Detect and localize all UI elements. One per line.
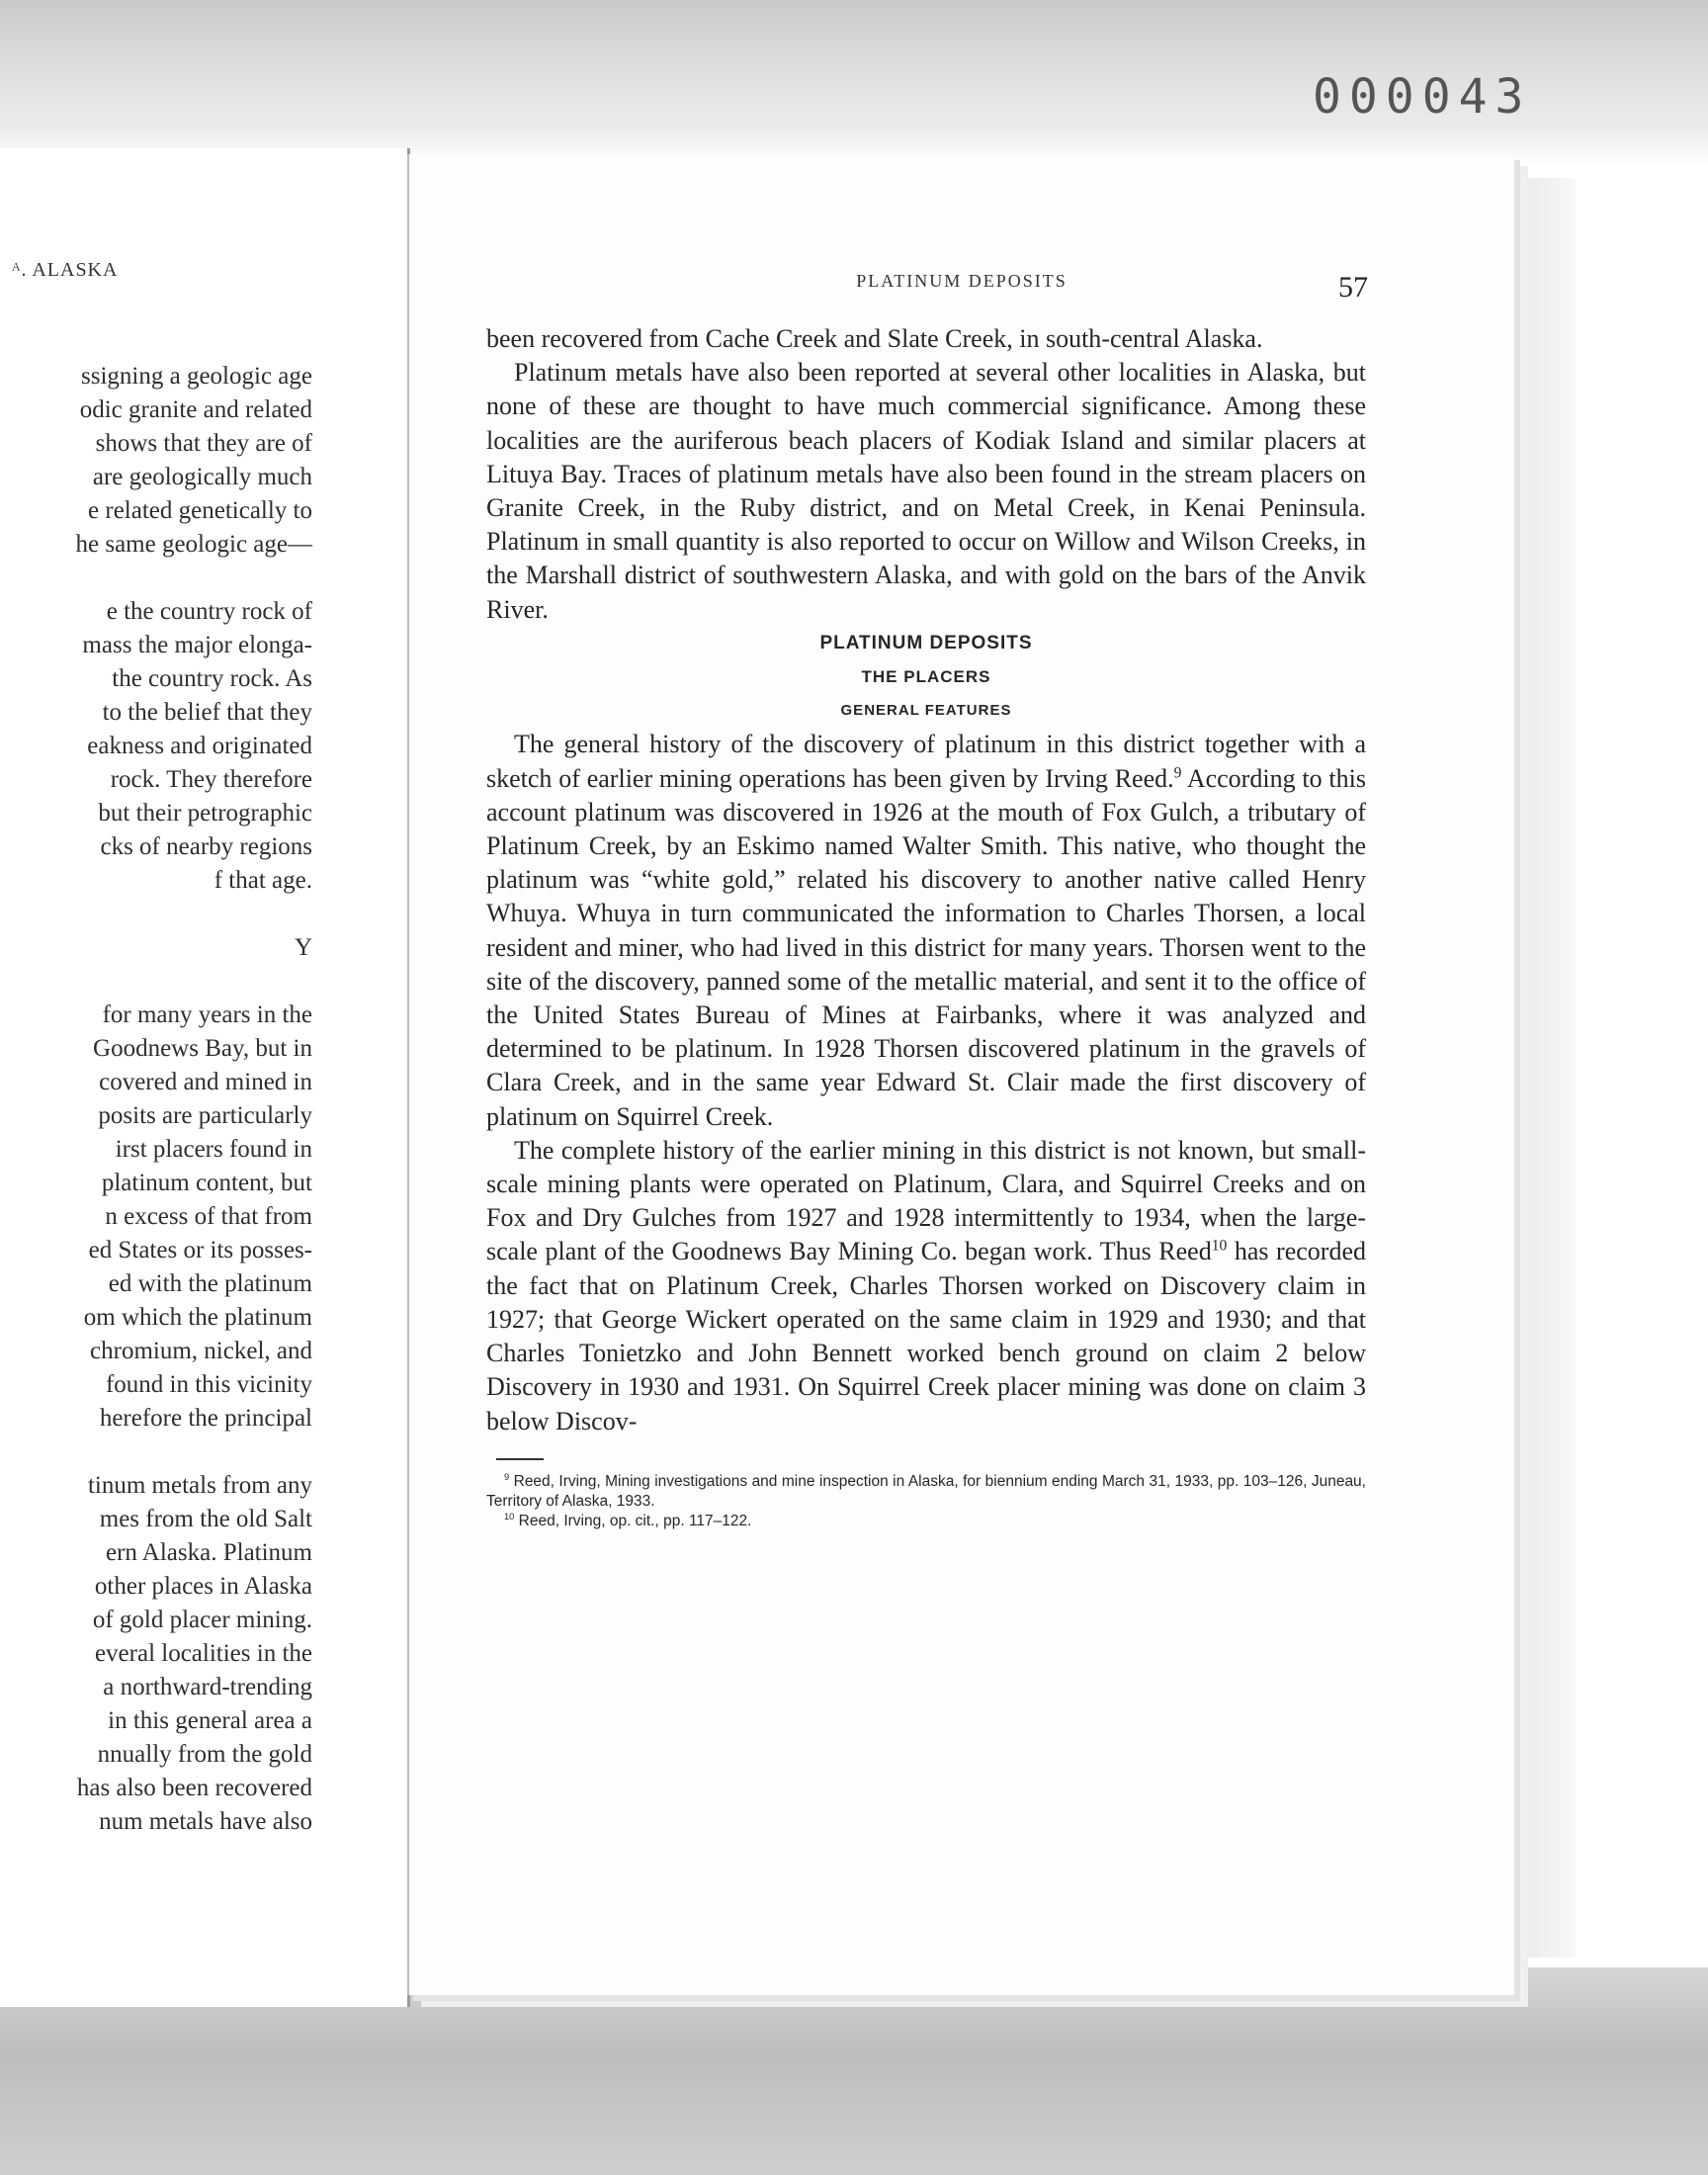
footnote-mark: 9 bbox=[504, 1471, 510, 1482]
left-page-line: of gold placer mining. bbox=[92, 1607, 312, 1633]
left-page-line: for many years in the bbox=[102, 1001, 312, 1028]
left-page-line: but their petrographic bbox=[98, 800, 312, 826]
left-page-line: to the belief that they bbox=[102, 699, 312, 726]
footnote bbox=[486, 1472, 1366, 1512]
left-page-line: nnually from the gold bbox=[97, 1741, 312, 1768]
left-page-line: e the country rock of bbox=[106, 598, 312, 625]
page-stamp-number: 000043 bbox=[1313, 69, 1532, 125]
subsubsection-title: GENERAL FEATURES bbox=[840, 702, 1012, 720]
left-page-line: cks of nearby regions bbox=[100, 833, 312, 860]
left-page-line: ed States or its posses- bbox=[88, 1237, 312, 1263]
left-page-line: shows that they are of bbox=[95, 430, 312, 457]
left-page-line: are geologically much bbox=[92, 464, 312, 490]
paragraph-text: has recorded the fact that on Platinum Creek, Charles Thorsen worked on Discovery claim in 1927; that George Wickert operated on the same claim in 1929 and 1930; and that Charles Tonietzko and John Bennett worked bench ground on claim 2 below Discovery in 1930 and 1931. On Squirrel Creek placer mining was done on claim 3 below Discov- bbox=[486, 1237, 1366, 1436]
left-page-line: num metals have also bbox=[99, 1808, 312, 1835]
left-page-line: n excess of that from bbox=[105, 1203, 312, 1230]
footnote-text: Reed, Irving, op. cit., pp. 117–122. bbox=[514, 1512, 752, 1529]
footnote-mark: 10 bbox=[504, 1511, 515, 1522]
left-page-line: a northward-trending bbox=[103, 1674, 312, 1700]
left-page-line: has also been recovered bbox=[76, 1775, 312, 1801]
left-page-line bbox=[0, 898, 312, 931]
left-page-line: he same geologic age— bbox=[75, 531, 312, 558]
left-page-line: found in this vicinity bbox=[105, 1371, 312, 1398]
left-running-head: ᴬ. ALASKA bbox=[12, 259, 119, 281]
page-stack-edge bbox=[1514, 178, 1576, 1958]
left-page-line: mes from the old Salt bbox=[99, 1506, 312, 1532]
left-page-line: the country rock. As bbox=[112, 665, 312, 692]
left-page-line: rock. They therefore bbox=[110, 766, 312, 793]
right-page bbox=[407, 154, 1514, 1995]
left-page-line: om which the platinum bbox=[83, 1304, 312, 1331]
left-page-line: covered and mined in bbox=[99, 1069, 312, 1095]
running-head: PLATINUM DEPOSITS bbox=[856, 271, 1068, 291]
section-title: PLATINUM DEPOSITS bbox=[819, 632, 1033, 653]
left-page-text bbox=[0, 360, 312, 1839]
left-page-line: irst placers found in bbox=[115, 1136, 312, 1163]
left-page-line: mass the major elonga- bbox=[82, 632, 312, 658]
paragraph bbox=[486, 728, 1366, 1133]
subsection-title: THE PLACERS bbox=[861, 667, 991, 687]
left-page bbox=[0, 148, 410, 2007]
paragraph-text: The complete history of the earlier mining in this district is not known, but small-scale mining plants were operated on Platinum, Clara, and Squirrel Creeks and on Fox and Dry Gulches from 1927 and 1928 intermittently to 1934, when the large-scale plant of the Goodnews Bay Mining Co. began work. Thus Reed bbox=[486, 1135, 1366, 1266]
left-page-line: ed with the platinum bbox=[108, 1270, 312, 1297]
left-page-line bbox=[0, 1436, 312, 1469]
footnote-rule bbox=[496, 1458, 544, 1460]
footnote-reference: 9 bbox=[1173, 763, 1182, 781]
left-page-line: odic granite and related bbox=[79, 396, 312, 423]
left-page-line: eakness and originated bbox=[87, 733, 312, 759]
left-page-line: ssigning a geologic age bbox=[81, 363, 312, 390]
body-text bbox=[486, 322, 1366, 1531]
left-page-line: Y bbox=[294, 934, 312, 961]
left-page-line: Goodnews Bay, but in bbox=[93, 1035, 312, 1062]
left-page-line: f that age. bbox=[214, 867, 312, 894]
footnote-reference: 10 bbox=[1211, 1237, 1228, 1255]
left-page-line: posits are particularly bbox=[98, 1102, 312, 1129]
left-page-line: e related genetically to bbox=[88, 497, 312, 524]
left-page-line: herefore the principal bbox=[99, 1405, 312, 1432]
footnote bbox=[486, 1512, 1366, 1531]
footnote-text: Reed, Irving, Mining investigations and mine inspection in Alaska, for biennium ending March 31, 1933, pp. 103–126, Juneau, Territory of Alaska, 1933. bbox=[486, 1472, 1366, 1510]
footnotes bbox=[486, 1472, 1366, 1531]
paragraph bbox=[486, 1134, 1366, 1438]
left-page-line: chromium, nickel, and bbox=[90, 1338, 312, 1364]
left-page-line: everal localities in the bbox=[94, 1640, 312, 1667]
left-page-line bbox=[0, 965, 312, 999]
paragraph: Platinum metals have also been reported at several other localities in Alaska, but none of these are thought to have much commercial significance. Among these localities are the auriferous beach placers of Kodiak Island and similar placers at Lituya Bay. Traces of platinum metals have also been found in the stream placers on Granite Creek, in the Ruby district, and on Metal Creek, in Kenai Peninsula. Platinum in small quantity is also reported to occur on Willow and Wilson Creeks, in the Marshall district of southwestern Alaska, and with gold on the bars of the Anvik River. bbox=[486, 358, 1366, 624]
page-number: 57 bbox=[1338, 271, 1368, 304]
left-page-line: platinum content, but bbox=[101, 1170, 312, 1196]
paragraph: been recovered from Cache Creek and Slate Creek, in south-central Alaska. bbox=[486, 324, 1263, 353]
left-page-line: ern Alaska. Platinum bbox=[106, 1539, 312, 1566]
paragraph-text: According to this account platinum was discovered in 1926 at the mouth of Fox Gulch, a tributary of Platinum Creek, by an Eskimo named Walter Smith. This native, who thought the platinum was “white gold,” related his discovery to another native called Henry Whuya. Whuya in turn communicated the information to Charles Thorsen, a local resident and miner, who had lived in this district for many years. Thorsen went to the site of the discovery, panned some of the metallic material, and sent it to the office of the United States Bureau of Mines at Fairbanks, where it was analyzed and determined to be platinum. In 1928 Thorsen discovered platinum in the gravels of Clara Creek, and in the same year Edward St. Clair made the first discovery of platinum on Squirrel Creek. bbox=[486, 763, 1367, 1131]
left-page-line: tinum metals from any bbox=[87, 1472, 312, 1499]
left-page-line: other places in Alaska bbox=[94, 1573, 312, 1600]
left-page-line bbox=[0, 562, 312, 595]
paragraph-text: The general history of the discovery of platinum in this district together with a sketch of earlier mining operations has been given by Irving Reed. bbox=[486, 730, 1366, 793]
left-page-line: in this general area a bbox=[108, 1707, 312, 1734]
